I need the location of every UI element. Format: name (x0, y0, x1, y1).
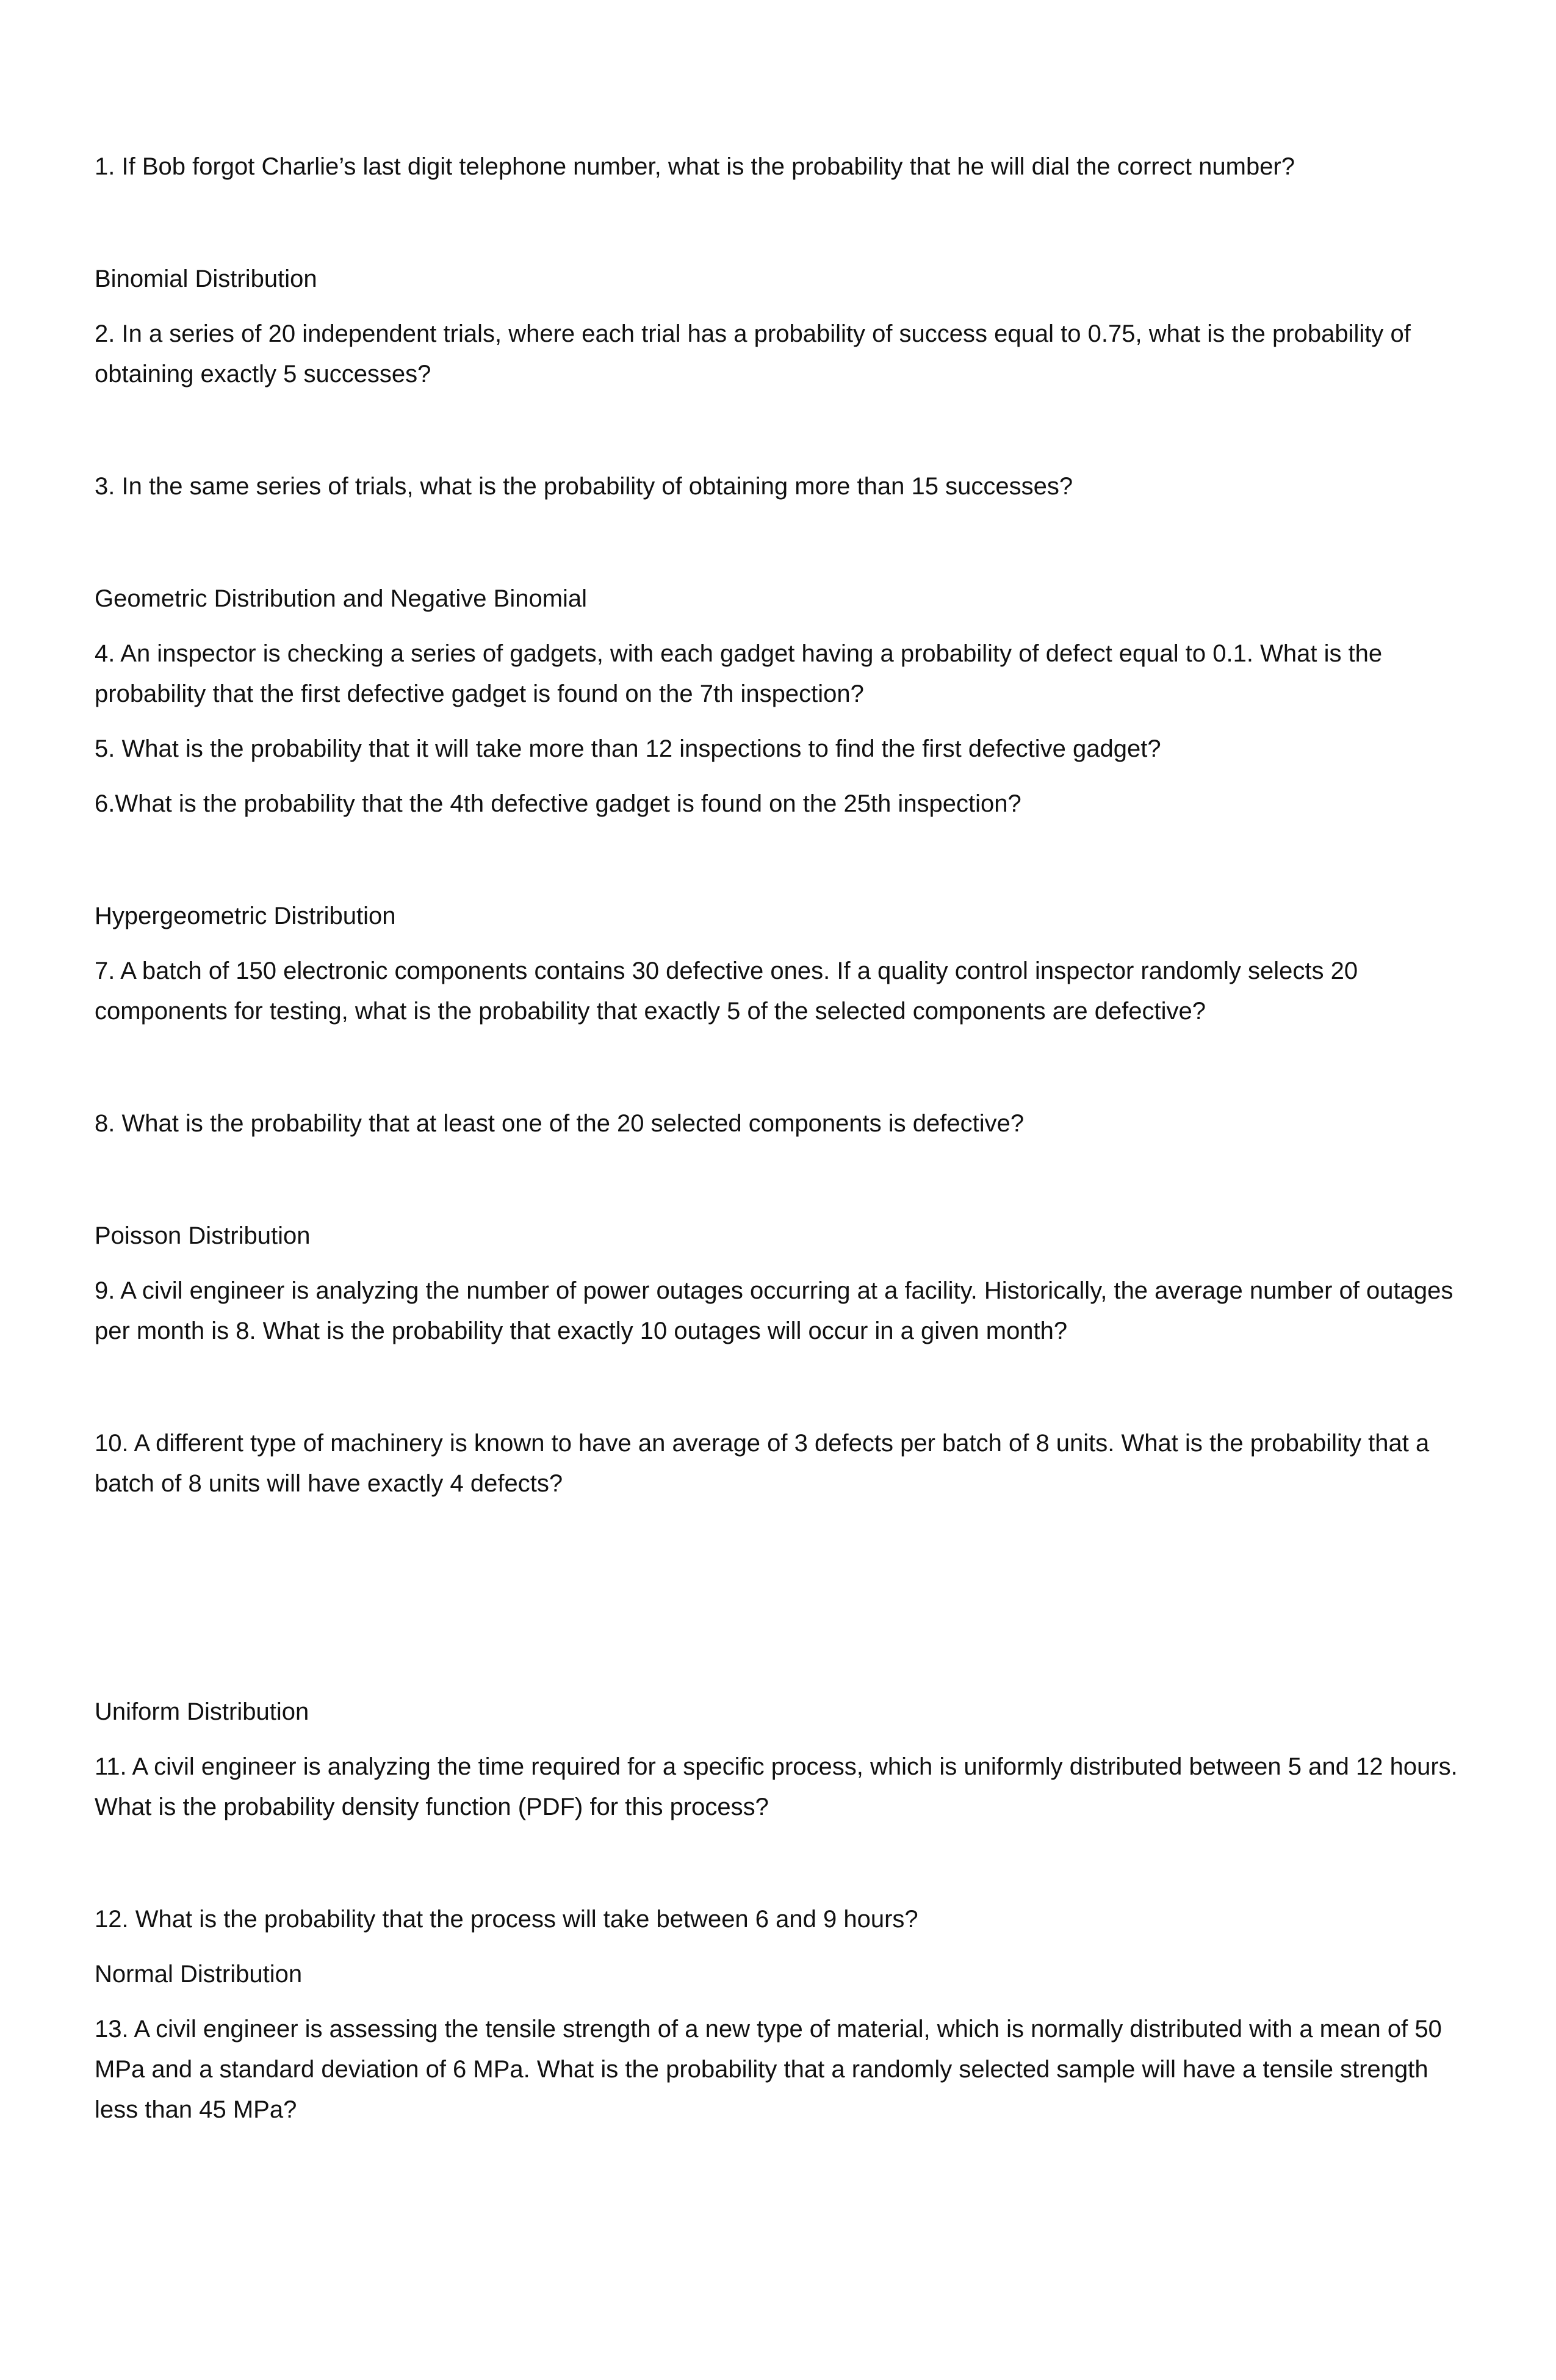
heading-binomial: Binomial Distribution (95, 265, 317, 292)
heading-geometric: Geometric Distribution and Negative Binomial (95, 585, 588, 612)
heading-hypergeometric: Hypergeometric Distribution (95, 903, 396, 929)
document-content (95, 146, 1471, 2130)
question-4: 4. An inspector is checking a series of gadgets, with each gadget having a probability of defect equal to 0.1. What is the probability that the first defective gadget is found on the 7th inspection? (95, 640, 1383, 707)
question-3: 3. In the same series of trials, what is the probability of obtaining more than 15 successes? (95, 473, 1073, 500)
question-6: 6.What is the probability that the 4th defective gadget is found on the 25th inspection? (95, 790, 1021, 817)
question-11: 11. A civil engineer is analyzing the time required for a specific process, which is uniformly distributed between 5 and 12 hours. What is the probability density function (PDF) for this process? (95, 1753, 1458, 1820)
question-10: 10. A different type of machinery is known to have an average of 3 defects per batch of 8 units. What is the probability that a batch of 8 units will have exactly 4 defects? (95, 1430, 1430, 1497)
heading-uniform: Uniform Distribution (95, 1698, 309, 1725)
question-2: 2. In a series of 20 independent trials, where each trial has a probability of success equal to 0.75, what is the probability of obtaining exactly 5 successes? (95, 320, 1411, 388)
question-5: 5. What is the probability that it will take more than 12 inspections to find the first defective gadget? (95, 735, 1161, 762)
heading-poisson: Poisson Distribution (95, 1222, 311, 1249)
question-13: 13. A civil engineer is assessing the tensile strength of a new type of material, which is normally distributed with a mean of 50 MPa and a standard deviation of 6 MPa. What is the probability that a randomly selected sample will have a tensile strength less than 45 MPa? (95, 2016, 1442, 2123)
question-9: 9. A civil engineer is analyzing the number of power outages occurring at a facility. Historically, the average number of outages per month is 8. What is the probability that exactly 10 outages will occur in a given month? (95, 1277, 1453, 1344)
question-7: 7. A batch of 150 electronic components contains 30 defective ones. If a quality control inspector randomly selects 20 components for testing, what is the probability that exactly 5 of the selected components are defective? (95, 957, 1358, 1025)
question-1: 1. If Bob forgot Charlie’s last digit telephone number, what is the probability that he will dial the correct number? (95, 153, 1295, 180)
question-12: 12. What is the probability that the process will take between 6 and 9 hours? (95, 1906, 918, 1933)
question-8: 8. What is the probability that at least one of the 20 selected components is defective? (95, 1110, 1025, 1137)
heading-normal: Normal Distribution (95, 1961, 303, 1988)
